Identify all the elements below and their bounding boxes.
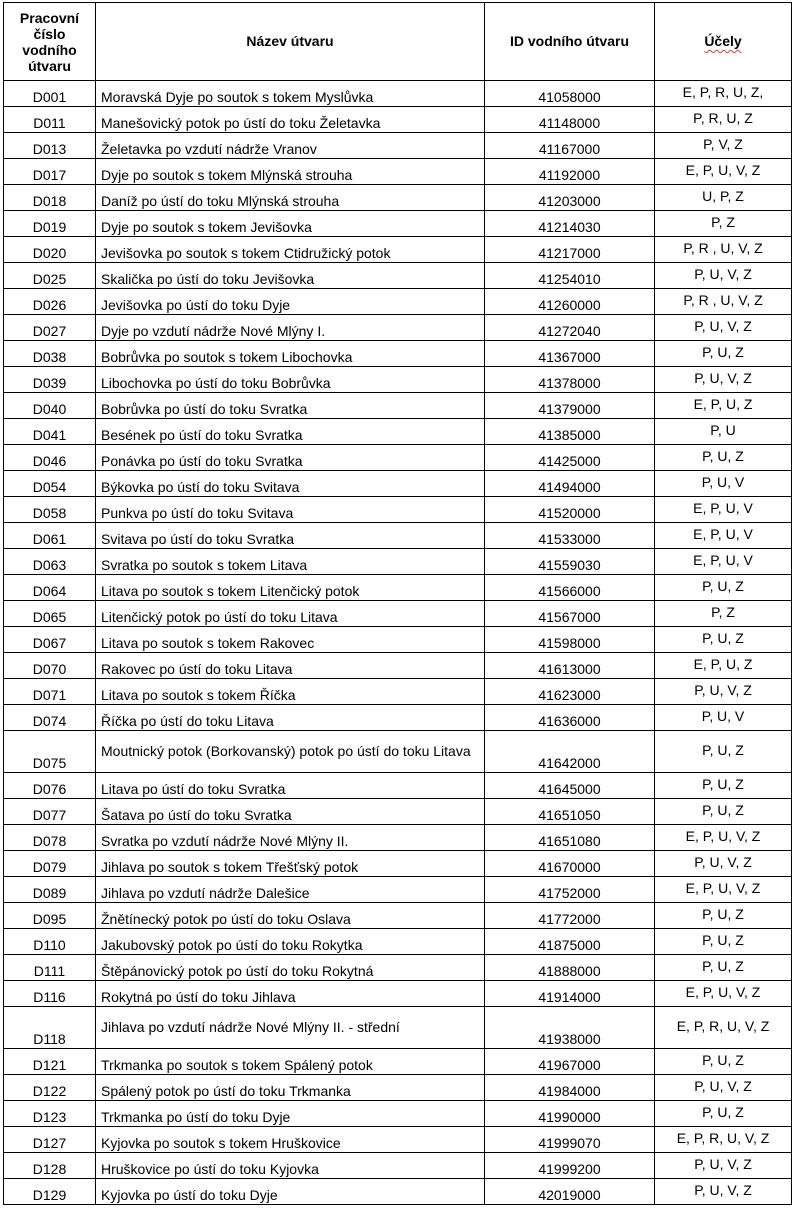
cell-water-id: 41217000 xyxy=(485,237,655,263)
cell-water-id: 41260000 xyxy=(485,289,655,315)
cell-water-id: 41636000 xyxy=(485,705,655,731)
cell-water-id: 41272040 xyxy=(485,315,655,341)
cell-uses: P, U, V, Z xyxy=(655,1179,792,1205)
cell-id: D040 xyxy=(4,393,96,419)
cell-id: D011 xyxy=(4,107,96,133)
cell-water-id: 41651080 xyxy=(485,825,655,851)
cell-name: Kyjovka po soutok s tokem Hruškovice xyxy=(96,1127,485,1153)
table-row xyxy=(4,263,792,289)
cell-name: Libochovka po ústí do toku Bobrůvka xyxy=(96,367,485,393)
table-row xyxy=(4,315,792,341)
cell-water-id: 41651050 xyxy=(485,799,655,825)
cell-uses: P, R , U, V, Z xyxy=(655,237,792,263)
cell-uses: E, P, U, V, Z xyxy=(655,825,792,851)
cell-id: D122 xyxy=(4,1075,96,1101)
table-row xyxy=(4,653,792,679)
cell-id: D027 xyxy=(4,315,96,341)
cell-id: D054 xyxy=(4,471,96,497)
cell-name: Ponávka po ústí do toku Svratka xyxy=(96,445,485,471)
table-row xyxy=(4,1127,792,1153)
cell-name: Říčka po ústí do toku Litava xyxy=(96,705,485,731)
cell-name: Skalička po ústí do toku Jevišovka xyxy=(96,263,485,289)
cell-id: D075 xyxy=(4,731,96,773)
cell-water-id: 41888000 xyxy=(485,955,655,981)
cell-water-id: 41148000 xyxy=(485,107,655,133)
cell-water-id: 41990000 xyxy=(485,1101,655,1127)
cell-id: D121 xyxy=(4,1049,96,1075)
table-body xyxy=(4,81,792,1205)
cell-id: D110 xyxy=(4,929,96,955)
cell-uses: P, U, V, Z xyxy=(655,367,792,393)
cell-uses: P, U, V, Z xyxy=(655,1075,792,1101)
cell-water-id: 41214030 xyxy=(485,211,655,237)
cell-uses: E, P, R, U, Z, xyxy=(655,81,792,107)
cell-water-id: 41203000 xyxy=(485,185,655,211)
cell-uses: P, U, V xyxy=(655,471,792,497)
cell-id: D039 xyxy=(4,367,96,393)
cell-water-id: 41520000 xyxy=(485,497,655,523)
cell-water-id: 41254010 xyxy=(485,263,655,289)
cell-uses: P, U, Z xyxy=(655,627,792,653)
cell-name: Bobrůvka po soutok s tokem Libochovka xyxy=(96,341,485,367)
cell-uses: P, U, Z xyxy=(655,955,792,981)
cell-uses: E, P, U, Z xyxy=(655,393,792,419)
header-id-line: útvaru xyxy=(28,57,71,74)
cell-name: Býkovka po ústí do toku Svitava xyxy=(96,471,485,497)
cell-name: Litava po ústí do toku Svratka xyxy=(96,773,485,799)
cell-name: Jihlava po soutok s tokem Třešťský potok xyxy=(96,851,485,877)
cell-id: D111 xyxy=(4,955,96,981)
cell-id: D078 xyxy=(4,825,96,851)
cell-id: D041 xyxy=(4,419,96,445)
cell-id: D077 xyxy=(4,799,96,825)
table-row xyxy=(4,877,792,903)
header-name: Název útvaru xyxy=(96,3,485,81)
cell-uses: P, U, V, Z xyxy=(655,679,792,705)
cell-name: Litava po soutok s tokem Říčka xyxy=(96,679,485,705)
cell-water-id: 41385000 xyxy=(485,419,655,445)
cell-name: Svratka po vzdutí nádrže Nové Mlýny II. xyxy=(96,825,485,851)
cell-name: Hruškovice po ústí do toku Kyjovka xyxy=(96,1153,485,1179)
cell-uses: P, U, Z xyxy=(655,799,792,825)
header-uses-label: Účely xyxy=(704,33,742,49)
cell-name: Žnětínecký potok po ústí do toku Oslava xyxy=(96,903,485,929)
cell-uses: P, U, V xyxy=(655,705,792,731)
cell-id: D063 xyxy=(4,549,96,575)
table-row xyxy=(4,107,792,133)
cell-name: Litenčický potok po ústí do toku Litava xyxy=(96,601,485,627)
cell-name: Moutnický potok (Borkovanský) potok po ústí do toku Litava xyxy=(96,731,485,773)
cell-name: Trkmanka po soutok s tokem Spálený potok xyxy=(96,1049,485,1075)
cell-uses: P, V, Z xyxy=(655,133,792,159)
table-row xyxy=(4,851,792,877)
cell-name: Litava po soutok s tokem Rakovec xyxy=(96,627,485,653)
cell-name: Moravská Dyje po soutok s tokem Myslůvka xyxy=(96,81,485,107)
cell-id: D118 xyxy=(4,1007,96,1049)
cell-name: Jevišovka po ústí do toku Dyje xyxy=(96,289,485,315)
cell-name: Dyje po soutok s tokem Mlýnská strouha xyxy=(96,159,485,185)
cell-id: D076 xyxy=(4,773,96,799)
cell-uses: P, U, V, Z xyxy=(655,851,792,877)
table-row xyxy=(4,799,792,825)
table-row xyxy=(4,471,792,497)
cell-name: Jevišovka po soutok s tokem Ctidružický potok xyxy=(96,237,485,263)
table-row xyxy=(4,289,792,315)
cell-water-id: 41967000 xyxy=(485,1049,655,1075)
cell-water-id: 41670000 xyxy=(485,851,655,877)
cell-water-id: 41752000 xyxy=(485,877,655,903)
table-row xyxy=(4,981,792,1007)
cell-id: D116 xyxy=(4,981,96,1007)
cell-id: D127 xyxy=(4,1127,96,1153)
cell-uses: P, U, Z xyxy=(655,903,792,929)
table-row xyxy=(4,1049,792,1075)
table-row xyxy=(4,601,792,627)
cell-water-id: 41642000 xyxy=(485,731,655,773)
cell-name: Kyjovka po ústí do toku Dyje xyxy=(96,1179,485,1205)
cell-water-id: 41567000 xyxy=(485,601,655,627)
cell-uses: P, U, Z xyxy=(655,1049,792,1075)
cell-uses: P, Z xyxy=(655,211,792,237)
cell-water-id: 41192000 xyxy=(485,159,655,185)
cell-water-id: 41367000 xyxy=(485,341,655,367)
cell-water-id: 41999200 xyxy=(485,1153,655,1179)
cell-uses: E, P, U, V, Z xyxy=(655,877,792,903)
cell-water-id: 41425000 xyxy=(485,445,655,471)
cell-id: D019 xyxy=(4,211,96,237)
cell-water-id: 41999070 xyxy=(485,1127,655,1153)
table-row xyxy=(4,185,792,211)
cell-uses: E, P, U, V xyxy=(655,549,792,575)
cell-water-id: 41645000 xyxy=(485,773,655,799)
table-row xyxy=(4,1101,792,1127)
cell-id: D001 xyxy=(4,81,96,107)
cell-uses: P, U, V, Z xyxy=(655,1153,792,1179)
cell-name: Svratka po soutok s tokem Litava xyxy=(96,549,485,575)
table-row xyxy=(4,393,792,419)
cell-name: Besének po ústí do toku Svratka xyxy=(96,419,485,445)
header-id-line: Pracovní xyxy=(19,9,80,26)
header-id xyxy=(4,3,96,81)
header-uses xyxy=(655,3,792,81)
cell-id: D013 xyxy=(4,133,96,159)
cell-water-id: 41623000 xyxy=(485,679,655,705)
cell-water-id: 41058000 xyxy=(485,81,655,107)
cell-uses: P, U, V, Z xyxy=(655,315,792,341)
cell-id: D064 xyxy=(4,575,96,601)
table-row xyxy=(4,445,792,471)
cell-name: Bobrůvka po ústí do toku Svratka xyxy=(96,393,485,419)
table-row xyxy=(4,549,792,575)
cell-id: D129 xyxy=(4,1179,96,1205)
cell-water-id: 41875000 xyxy=(485,929,655,955)
table-row xyxy=(4,159,792,185)
cell-name: Dyje po soutok s tokem Jevišovka xyxy=(96,211,485,237)
table-row xyxy=(4,1153,792,1179)
header-row xyxy=(4,3,792,81)
water-bodies-table xyxy=(3,2,792,1205)
cell-id: D128 xyxy=(4,1153,96,1179)
cell-uses: E, P, R, U, V, Z xyxy=(655,1127,792,1153)
cell-uses: E, P, R, U, V, Z xyxy=(655,1007,792,1049)
cell-water-id: 41938000 xyxy=(485,1007,655,1049)
cell-water-id: 41598000 xyxy=(485,627,655,653)
cell-id: D017 xyxy=(4,159,96,185)
cell-water-id: 41379000 xyxy=(485,393,655,419)
table-row xyxy=(4,419,792,445)
table-row xyxy=(4,237,792,263)
cell-id: D074 xyxy=(4,705,96,731)
cell-name: Štěpánovický potok po ústí do toku Rokytná xyxy=(96,955,485,981)
cell-name: Punkva po ústí do toku Svitava xyxy=(96,497,485,523)
cell-id: D070 xyxy=(4,653,96,679)
cell-uses: P, Z xyxy=(655,601,792,627)
cell-water-id: 41566000 xyxy=(485,575,655,601)
cell-uses: P, U xyxy=(655,419,792,445)
cell-name: Manešovický potok po ústí do toku Želetavka xyxy=(96,107,485,133)
cell-uses: P, R, U, Z xyxy=(655,107,792,133)
cell-name: Jihlava po vzdutí nádrže Nové Mlýny II. - střední xyxy=(96,1007,485,1049)
table-row xyxy=(4,679,792,705)
cell-uses: E, P, U, V, Z xyxy=(655,159,792,185)
table-row xyxy=(4,1075,792,1101)
cell-id: D038 xyxy=(4,341,96,367)
table-row xyxy=(4,341,792,367)
cell-water-id: 41533000 xyxy=(485,523,655,549)
table-row xyxy=(4,211,792,237)
cell-name: Rakovec po ústí do toku Litava xyxy=(96,653,485,679)
cell-uses: E, P, U, V xyxy=(655,497,792,523)
cell-id: D025 xyxy=(4,263,96,289)
cell-name: Svitava po ústí do toku Svratka xyxy=(96,523,485,549)
cell-uses: P, U, Z xyxy=(655,731,792,773)
cell-uses: E, P, U, Z xyxy=(655,653,792,679)
table-row xyxy=(4,955,792,981)
cell-uses: P, U, Z xyxy=(655,575,792,601)
cell-uses: E, P, U, V xyxy=(655,523,792,549)
cell-id: D065 xyxy=(4,601,96,627)
cell-id: D046 xyxy=(4,445,96,471)
cell-id: D079 xyxy=(4,851,96,877)
table-row xyxy=(4,929,792,955)
cell-uses: P, R , U, V, Z xyxy=(655,289,792,315)
cell-water-id: 41167000 xyxy=(485,133,655,159)
cell-name: Dyje po vzdutí nádrže Nové Mlýny I. xyxy=(96,315,485,341)
cell-uses: P, U, V, Z xyxy=(655,263,792,289)
cell-uses: P, U, Z xyxy=(655,445,792,471)
cell-uses: U, P, Z xyxy=(655,185,792,211)
cell-name: Rokytná po ústí do toku Jihlava xyxy=(96,981,485,1007)
cell-uses: P, U, Z xyxy=(655,773,792,799)
cell-name: Šatava po ústí do toku Svratka xyxy=(96,799,485,825)
cell-water-id: 41494000 xyxy=(485,471,655,497)
table-row xyxy=(4,367,792,393)
table-row xyxy=(4,81,792,107)
header-water-id: ID vodního útvaru xyxy=(485,3,655,81)
cell-id: D058 xyxy=(4,497,96,523)
table-row xyxy=(4,575,792,601)
table-row xyxy=(4,627,792,653)
header-id-line: vodního xyxy=(22,41,77,58)
cell-id: D020 xyxy=(4,237,96,263)
cell-water-id: 41984000 xyxy=(485,1075,655,1101)
table-row xyxy=(4,1179,792,1205)
cell-name: Želetavka po vzdutí nádrže Vranov xyxy=(96,133,485,159)
cell-name: Daníž po ústí do toku Mlýnská strouha xyxy=(96,185,485,211)
cell-water-id: 42019000 xyxy=(485,1179,655,1205)
table-row xyxy=(4,773,792,799)
cell-water-id: 41378000 xyxy=(485,367,655,393)
cell-id: D123 xyxy=(4,1101,96,1127)
table-header xyxy=(4,3,792,81)
table-row xyxy=(4,705,792,731)
cell-id: D067 xyxy=(4,627,96,653)
table-row xyxy=(4,523,792,549)
cell-water-id: 41772000 xyxy=(485,903,655,929)
cell-name: Jihlava po vzdutí nádrže Dalešice xyxy=(96,877,485,903)
cell-id: D089 xyxy=(4,877,96,903)
cell-uses: P, U, Z xyxy=(655,1101,792,1127)
cell-id: D071 xyxy=(4,679,96,705)
cell-name: Jakubovský potok po ústí do toku Rokytka xyxy=(96,929,485,955)
cell-uses: E, P, U, V, Z xyxy=(655,981,792,1007)
cell-water-id: 41613000 xyxy=(485,653,655,679)
cell-name: Litava po soutok s tokem Litenčický potok xyxy=(96,575,485,601)
cell-water-id: 41914000 xyxy=(485,981,655,1007)
cell-id: D018 xyxy=(4,185,96,211)
cell-id: D061 xyxy=(4,523,96,549)
table-row xyxy=(4,497,792,523)
cell-uses: P, U, Z xyxy=(655,929,792,955)
cell-water-id: 41559030 xyxy=(485,549,655,575)
cell-name: Spálený potok po ústí do toku Trkmanka xyxy=(96,1075,485,1101)
header-id-line: číslo xyxy=(33,25,66,42)
cell-id: D026 xyxy=(4,289,96,315)
table-row xyxy=(4,903,792,929)
cell-id: D095 xyxy=(4,903,96,929)
table-row xyxy=(4,1007,792,1049)
cell-uses: P, U, Z xyxy=(655,341,792,367)
table-row xyxy=(4,731,792,773)
cell-name: Trkmanka po ústí do toku Dyje xyxy=(96,1101,485,1127)
table-row xyxy=(4,133,792,159)
table-row xyxy=(4,825,792,851)
